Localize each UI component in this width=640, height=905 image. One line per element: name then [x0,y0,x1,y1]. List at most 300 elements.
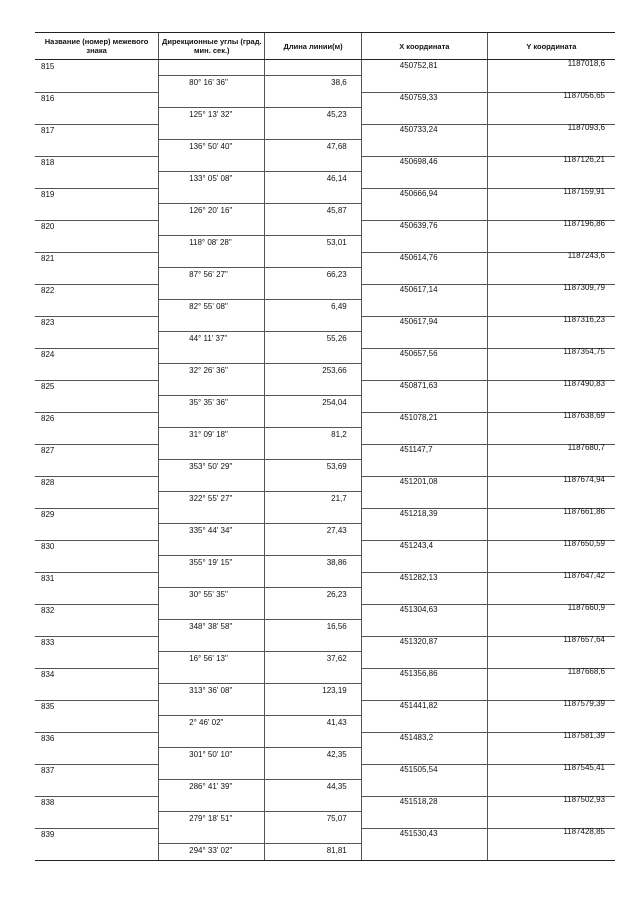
header-y-coordinate: Y координата [487,33,615,59]
row-divider [159,107,264,108]
direction-angle: 335° 44' 34" [189,526,233,535]
table-row [35,188,615,220]
table-cell [264,284,360,316]
row-divider [35,572,158,573]
row-divider [35,412,158,413]
row-divider [265,587,360,588]
direction-angle: 16° 56' 13" [189,654,228,663]
row-divider [35,700,158,701]
table-cell [361,732,487,764]
row-divider [265,299,360,300]
table-cell [361,700,487,732]
point-number: 816 [41,94,55,103]
line-length: 254,04 [322,398,347,407]
table-row [35,636,615,668]
line-length: 53,69 [326,462,347,471]
y-coordinate: 1187647,42 [563,571,605,580]
x-coordinate: 451530,43 [399,829,438,838]
table-cell [264,380,360,412]
line-length: 37,62 [326,654,347,663]
coordinates-table [35,32,615,860]
direction-angle: 30° 55' 35" [189,590,228,599]
y-coordinate: 1187159,91 [563,187,605,196]
table-cell [487,60,615,92]
table-cell [487,348,615,380]
table-cell [487,252,615,284]
point-number: 834 [41,670,55,679]
table-cell [264,476,360,508]
line-length: 253,66 [322,366,347,375]
row-divider [159,139,264,140]
table-cell [361,156,487,188]
row-divider [265,139,360,140]
y-coordinate: 1187018,6 [567,59,605,68]
table-cell [264,188,360,220]
direction-angle: 355° 19' 15" [189,558,233,567]
direction-angle: 80° 16' 36" [189,78,228,87]
point-number: 836 [41,734,55,743]
table-cell [487,668,615,700]
row-divider [35,540,158,541]
point-number: 831 [41,574,55,583]
point-number: 826 [41,414,55,423]
x-coordinate: 451147,7 [399,445,433,454]
point-number: 819 [41,190,55,199]
table-cell [35,508,158,540]
line-length: 81,81 [326,846,347,855]
table-row [35,508,615,540]
table-cell [361,188,487,220]
table-cell [158,572,264,604]
row-divider [159,459,264,460]
point-number: 817 [41,126,55,135]
table-row [35,380,615,412]
table-cell [487,796,615,828]
table-cell [264,156,360,188]
x-coordinate: 450698,46 [399,157,438,166]
table-cell [264,348,360,380]
table-cell [158,764,264,796]
table-cell [487,412,615,444]
table-cell [487,764,615,796]
direction-angle: 286° 41' 39" [189,782,233,791]
line-length: 41,43 [326,718,347,727]
table-cell [264,444,360,476]
table-cell [158,92,264,124]
direction-angle: 126° 20' 16" [189,206,233,215]
x-coordinate: 451518,28 [399,797,438,806]
x-coordinate: 451243,4 [399,541,434,550]
row-divider [35,156,158,157]
point-number: 815 [41,62,55,71]
table-cell [361,60,487,92]
line-length: 53,01 [326,238,347,247]
x-coordinate: 451282,13 [399,573,438,582]
row-divider [265,843,360,844]
table-cell [158,412,264,444]
table-cell [35,828,158,860]
line-length: 26,23 [326,590,347,599]
point-number: 839 [41,830,55,839]
y-coordinate: 1187650,59 [563,539,605,548]
row-divider [159,331,264,332]
table-cell [158,604,264,636]
row-divider [265,779,360,780]
row-divider [159,267,264,268]
table-cell [264,700,360,732]
table-cell [487,220,615,252]
row-divider [35,476,158,477]
y-coordinate: 1187056,65 [563,91,605,100]
row-divider [159,299,264,300]
table-cell [487,700,615,732]
x-coordinate: 451201,08 [399,477,438,486]
direction-angle: 279° 18' 51" [189,814,233,823]
table-cell [35,124,158,156]
y-coordinate: 1187316,23 [563,315,605,324]
table-cell [35,316,158,348]
table-cell [158,220,264,252]
x-coordinate: 451218,39 [399,509,438,518]
row-divider [35,380,158,381]
table-cell [158,540,264,572]
table-cell [487,316,615,348]
x-coordinate: 451483,2 [399,733,434,742]
table-row [35,732,615,764]
x-coordinate: 450666,94 [399,189,438,198]
table-cell [35,156,158,188]
table-row [35,572,615,604]
table-row [35,92,615,124]
row-divider [35,828,158,829]
table-cell [264,828,360,860]
direction-angle: 322° 55' 27" [189,494,233,503]
point-number: 822 [41,286,55,295]
line-length: 38,6 [331,78,347,87]
point-number: 820 [41,222,55,231]
table-cell [487,604,615,636]
row-divider [265,427,360,428]
row-divider [265,203,360,204]
row-divider [265,715,360,716]
y-coordinate: 1187545,41 [563,763,605,772]
point-number: 829 [41,510,55,519]
x-coordinate: 450733,24 [399,125,438,134]
header-point-name: Название (номер) межевого знака [44,37,149,55]
table-cell [35,412,158,444]
table-cell [158,444,264,476]
table-row [35,60,615,92]
table-cell [158,188,264,220]
table-cell [361,828,487,860]
row-divider [35,508,158,509]
line-length: 21,7 [331,494,347,503]
direction-angle: 87° 56' 27" [189,270,228,279]
table-cell [361,636,487,668]
row-divider [35,124,158,125]
line-length: 75,07 [326,814,347,823]
point-number: 824 [41,350,55,359]
point-number: 832 [41,606,55,615]
row-divider [159,683,264,684]
table-cell [264,412,360,444]
table-cell [35,700,158,732]
table-cell [35,60,158,92]
table-cell [264,508,360,540]
row-divider [265,619,360,620]
point-number: 823 [41,318,55,327]
x-coordinate: 451320,87 [399,637,438,646]
row-divider [159,779,264,780]
table-cell [361,348,487,380]
table-cell [361,284,487,316]
row-divider [35,636,158,637]
direction-angle: 133° 05' 08" [189,174,233,183]
row-divider [159,363,264,364]
row-divider [35,284,158,285]
table-cell [158,828,264,860]
row-divider [265,363,360,364]
table-cell [361,604,487,636]
line-length: 123,19 [322,686,347,695]
point-number: 818 [41,158,55,167]
y-coordinate: 1187196,86 [563,219,605,228]
table-cell [158,668,264,700]
table-cell [158,508,264,540]
row-divider [159,843,264,844]
point-number: 827 [41,446,55,455]
line-length: 45,23 [326,110,347,119]
table-cell [487,732,615,764]
row-divider [265,75,360,76]
table-cell [35,764,158,796]
y-coordinate: 1187502,93 [563,795,605,804]
direction-angle: 32° 26' 36" [189,366,228,375]
table-cell [264,604,360,636]
point-number: 830 [41,542,55,551]
point-number: 838 [41,798,55,807]
y-coordinate: 1187657,64 [563,635,605,644]
point-number: 835 [41,702,55,711]
x-coordinate: 450871,63 [399,381,438,390]
row-divider [35,220,158,221]
y-coordinate: 1187581,39 [563,731,605,740]
y-coordinate: 1187126,21 [563,155,605,164]
table-cell [264,540,360,572]
y-coordinate: 1187661,86 [563,507,605,516]
table-cell [158,732,264,764]
table-cell [487,572,615,604]
table-cell [158,124,264,156]
table-cell [158,252,264,284]
table-cell [264,764,360,796]
table-cell [487,636,615,668]
line-length: 81,2 [331,430,347,439]
table-cell [487,828,615,860]
table-cell [487,380,615,412]
row-divider [35,668,158,669]
y-coordinate: 1187243,6 [567,251,605,260]
table-row [35,604,615,636]
x-coordinate: 451505,54 [399,765,438,774]
direction-angle: 294° 33' 02" [189,846,233,855]
row-divider [35,252,158,253]
row-divider [159,619,264,620]
table-cell [35,604,158,636]
row-divider [159,555,264,556]
table-row [35,828,615,860]
table-cell [158,476,264,508]
direction-angle: 313° 36' 08" [189,686,233,695]
row-divider [35,764,158,765]
table-cell [35,220,158,252]
row-divider [159,171,264,172]
table-row [35,348,615,380]
y-coordinate: 1187490,83 [563,379,605,388]
table-cell [35,476,158,508]
row-divider [35,796,158,797]
direction-angle: 348° 38' 58" [189,622,233,631]
table-cell [361,764,487,796]
table-cell [264,796,360,828]
table-row [35,668,615,700]
table-cell [35,668,158,700]
table-row [35,764,615,796]
direction-angle: 125° 13' 32" [189,110,233,119]
table-row [35,252,615,284]
table-cell [264,220,360,252]
line-length: 46,14 [326,174,347,183]
line-length: 47,68 [326,142,347,151]
y-coordinate: 1187660,9 [567,603,605,612]
direction-angle: 353° 50' 29" [189,462,233,471]
row-divider [35,444,158,445]
table-cell [264,668,360,700]
table-cell [361,444,487,476]
table-cell [361,316,487,348]
table-row [35,412,615,444]
line-length: 44,35 [326,782,347,791]
table-cell [158,636,264,668]
direction-angle: 44° 11' 37" [189,334,228,343]
line-length: 55,26 [326,334,347,343]
row-divider [159,811,264,812]
table-row [35,284,615,316]
row-divider [35,348,158,349]
point-number: 825 [41,382,55,391]
table-cell [361,92,487,124]
table-cell [361,540,487,572]
table-cell [35,188,158,220]
table-cell [35,636,158,668]
point-number: 828 [41,478,55,487]
direction-angle: 118° 08' 28" [189,238,232,247]
table-cell [35,348,158,380]
row-divider [265,171,360,172]
y-coordinate: 1187680,7 [567,443,605,452]
table-cell [487,444,615,476]
table-cell [361,380,487,412]
table-cell [361,220,487,252]
direction-angle: 82° 55' 08" [189,302,228,311]
row-divider [35,732,158,733]
y-coordinate: 1187674,94 [563,475,605,484]
table-row [35,316,615,348]
table-cell [361,796,487,828]
row-divider [159,395,264,396]
table-cell [158,380,264,412]
table-cell [487,188,615,220]
row-divider [35,92,158,93]
table-cell [264,572,360,604]
row-divider [265,523,360,524]
row-divider [265,331,360,332]
row-divider [265,459,360,460]
y-coordinate: 1187093,6 [567,123,605,132]
row-divider [265,395,360,396]
table-row [35,476,615,508]
table-cell [487,92,615,124]
direction-angle: 35° 35' 36" [189,398,228,407]
header-x-coordinate: X координата [361,33,487,59]
table-cell [361,124,487,156]
row-divider [265,811,360,812]
table-cell [158,156,264,188]
direction-angle: 301° 50' 10" [189,750,233,759]
table-cell [35,380,158,412]
table-cell [264,252,360,284]
table-cell [487,476,615,508]
line-length: 66,23 [326,270,347,279]
table-cell [487,156,615,188]
table-body [35,60,615,860]
table-cell [264,60,360,92]
table-cell [158,60,264,92]
row-divider [265,747,360,748]
row-divider [159,235,264,236]
table-cell [35,732,158,764]
y-coordinate: 1187638,69 [563,411,605,420]
table-cell [361,252,487,284]
table-cell [158,284,264,316]
y-coordinate: 1187309,79 [563,283,605,292]
table-cell [487,124,615,156]
table-cell [361,476,487,508]
table-cell [487,540,615,572]
y-coordinate: 1187668,6 [567,667,605,676]
row-divider [159,491,264,492]
row-divider [265,651,360,652]
direction-angle: 31° 09' 18" [189,430,228,439]
x-coordinate: 451356,86 [399,669,438,678]
row-divider [159,75,264,76]
row-divider [265,235,360,236]
x-coordinate: 450752,81 [399,61,438,70]
point-number: 833 [41,638,55,647]
row-divider [35,604,158,605]
table-row [35,796,615,828]
table-header [35,32,615,60]
x-coordinate: 451078,21 [399,413,438,422]
table-cell [158,796,264,828]
row-divider [265,491,360,492]
table-row [35,700,615,732]
table-cell [35,284,158,316]
direction-angle: 136° 50' 40" [189,142,233,151]
row-divider [159,427,264,428]
table-row [35,540,615,572]
y-coordinate: 1187428,85 [563,827,605,836]
